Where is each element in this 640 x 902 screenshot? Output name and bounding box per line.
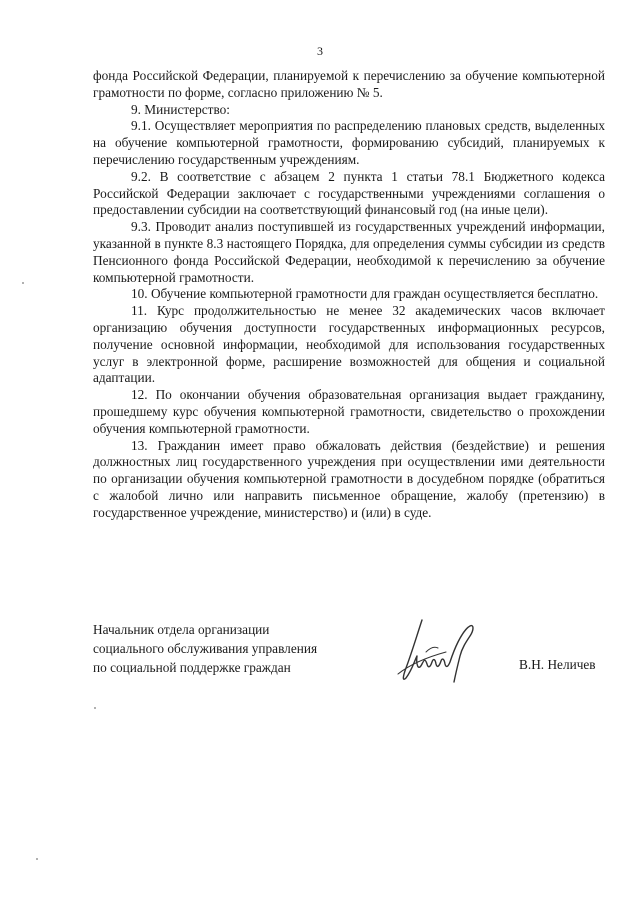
document-body — [93, 68, 605, 522]
paragraph: 13. Гражданин имеет право обжаловать действия (бездействие) и решения должностных лиц государственного учреждения при осуществлении ими деятельности по организации обучения компьютерной грамотности в досудебном порядке (обратиться с жалобой лично или направить письменное обращение, жалобу (претензию) в государственное учреждение, министерство) и (или) в суде. — [93, 437, 605, 520]
signatory-title-line: Начальник отдела организации — [93, 622, 270, 637]
scan-speck — [36, 858, 38, 860]
signatory-title — [93, 620, 317, 677]
paragraph: 11. Курс продолжительностью не менее 32 академических часов включает организацию обучения доступности государственных информационных ресурсов, получение основной информации, необходимой для использования государственных услуг в электронной форме, расширение возможностей для общения и социальной адаптации. — [93, 303, 605, 386]
scan-speck — [22, 282, 24, 284]
paragraph: 9.2. В соответствие с абзацем 2 пункта 1 статьи 78.1 Бюджетного кодекса Российской Федерации заключает с государственными учреждениями соглашения о предоставлении субсидии на соответствующий финансовый год (на иные цели). — [93, 168, 605, 218]
signatory-name: В.Н. Неличев — [519, 657, 596, 672]
signatory-title-line: по социальной поддержке граждан — [93, 660, 291, 675]
signatory-title-line: социального обслуживания управления — [93, 641, 318, 656]
paragraph: фонда Российской Федерации, планируемой к перечислению за обучение компьютерной грамотности по форме, согласно приложению № 5. — [93, 68, 605, 100]
handwritten-signature — [388, 612, 498, 692]
paragraph: 9. Министерство: — [131, 101, 230, 117]
paragraph: 9.3. Проводит анализ поступившей из государственных учреждений информации, указанной в пункте 8.3 настоящего Порядка, для определения суммы субсидии из средств Пенсионного фонда Российской Федерации, необходимой к перечислению за обучение компьютерной грамотности. — [93, 219, 605, 285]
paragraph: 10. Обучение компьютерной грамотности для граждан осуществляется бесплатно. — [131, 286, 599, 302]
paragraph: 12. По окончании обучения образовательная организация выдает гражданину, прошедшему курс обучения компьютерной грамотности, свидетельство о прохождении обучения компьютерной грамотности. — [93, 387, 605, 436]
scan-speck — [94, 707, 96, 709]
paragraph: 9.1. Осуществляет мероприятия по распределению плановых средств, выделенных на обучение компьютерной грамотности, формированию субсидий, планируемых к перечислению государственным учреждениям. — [93, 118, 605, 167]
page-number: 3 — [317, 44, 323, 58]
